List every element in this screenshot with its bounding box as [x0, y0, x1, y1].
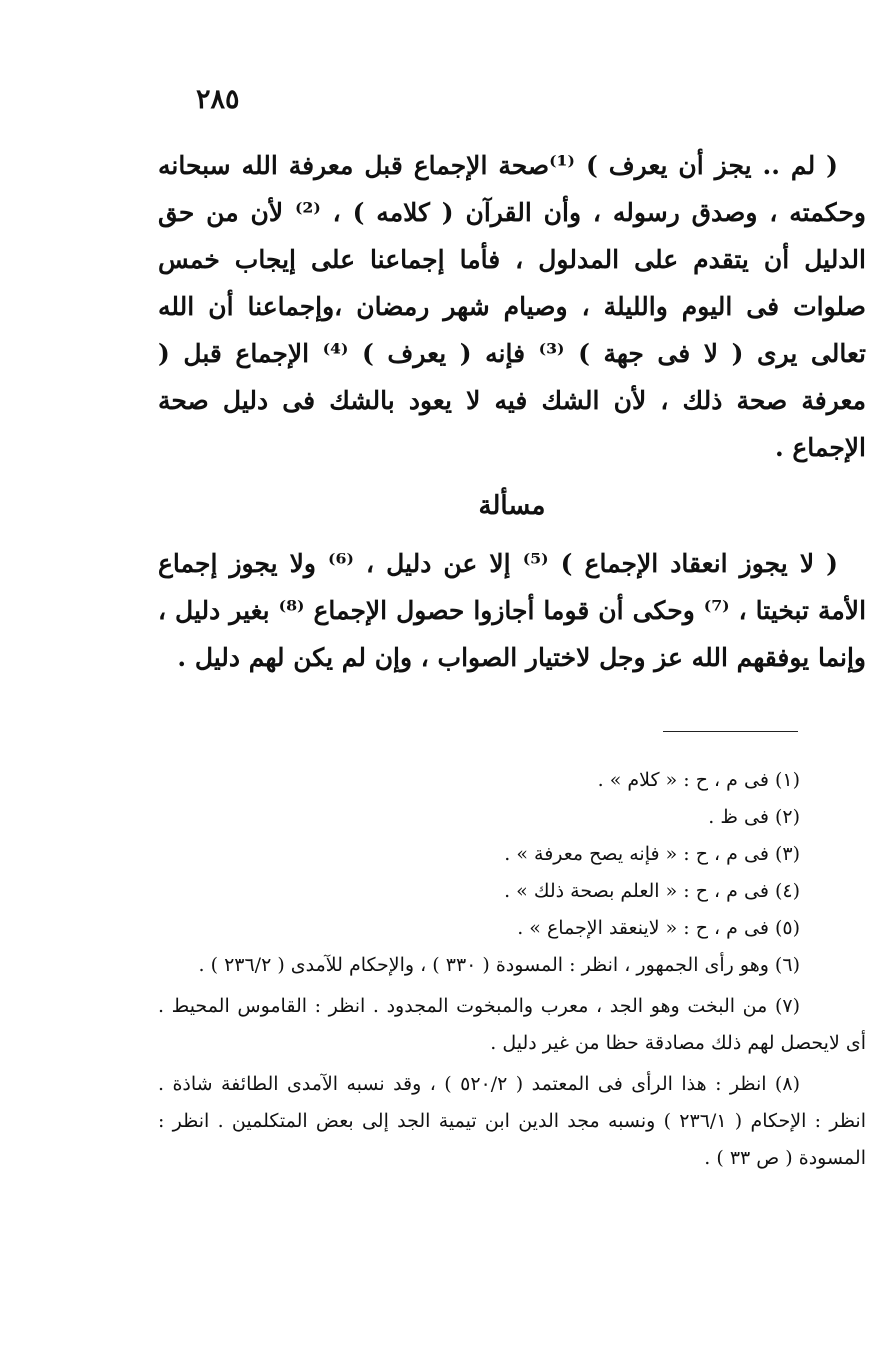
footnote-4: (٤) فى م ، ح : « العلم بصحة ذلك » .: [504, 880, 800, 902]
main-text-body: [158, 142, 866, 681]
footnote-1: (١) فى م ، ح : « كلام » .: [597, 769, 800, 791]
footnote-5: (٥) فى م ، ح : « لاينعقد الإجماع » .: [517, 917, 800, 939]
footnotes-section: [158, 762, 866, 1181]
footnote-7: (٧) من البخت وهو الجد ، معرب والمبخوت المجدود . انظر : القاموس المحيط . أى لايحصل لهم ذلك مصادقة حظا من غير دليل .: [158, 995, 866, 1054]
paragraph-2: ( لا يجوز انعقاد الإجماع ) ⁽⁵⁾ إلا عن دليل ، ⁽⁶⁾ ولا يجوز إجماع الأمة تبخيتا ، ⁽⁷⁾ وحكى أن قوما أجازوا حصول الإجماع ⁽⁸⁾ بغير دليل ، وإنما يوفقهم الله عز وجل لاختيار الصواب ، وإن لم يكن لهم دليل .: [158, 549, 867, 672]
footnote-divider: [663, 731, 798, 732]
section-heading: مسألة: [478, 491, 546, 521]
footnote-6: (٦) وهو رأى الجمهور ، انظر : المسودة ( ٣٣٠ ) ، والإحكام للآمدى ( ٢٣٦/٢ ) .: [198, 954, 800, 976]
footnote-3: (٣) فى م ، ح : « فإنه يصح معرفة » .: [504, 843, 800, 865]
footnote-2: (٢) فى ظ .: [708, 806, 800, 828]
paragraph-1: ( لم .. يجز أن يعرف ) ⁽¹⁾صحة الإجماع قبل معرفة الله سبحانه وحكمته ، وصدق رسوله ، وأن القرآن ( كلامه ) ، ⁽²⁾ لأن من حق الدليل أن يتقدم على المدلول ، فأما إجماعنا على إيجاب خمس صلوات فى اليوم والليلة ، وصيام شهر رمضان ،وإجماعنا أن الله تعالى يرى ( لا فى جهة ) ⁽³⁾ فإنه ( يعرف ) ⁽⁴⁾ الإجماع قبل ( معرفة صحة ذلك ، لأن الشك فيه لا يعود بالشك فى دليل صحة الإجماع .: [158, 151, 866, 462]
page-number: ٢٨٥: [196, 84, 240, 115]
footnote-8: (٨) انظر : هذا الرأى فى المعتمد ( ٥٢٠/٢ ) ، وقد نسبه الآمدى الطائفة شاذة . انظر : الإحكام ( ٢٣٦/١ ) ونسبه مجد الدين ابن تيمية الجد إلى بعض المتكلمين . انظر : المسودة ( ص ٣٣ ) .: [158, 1073, 866, 1169]
